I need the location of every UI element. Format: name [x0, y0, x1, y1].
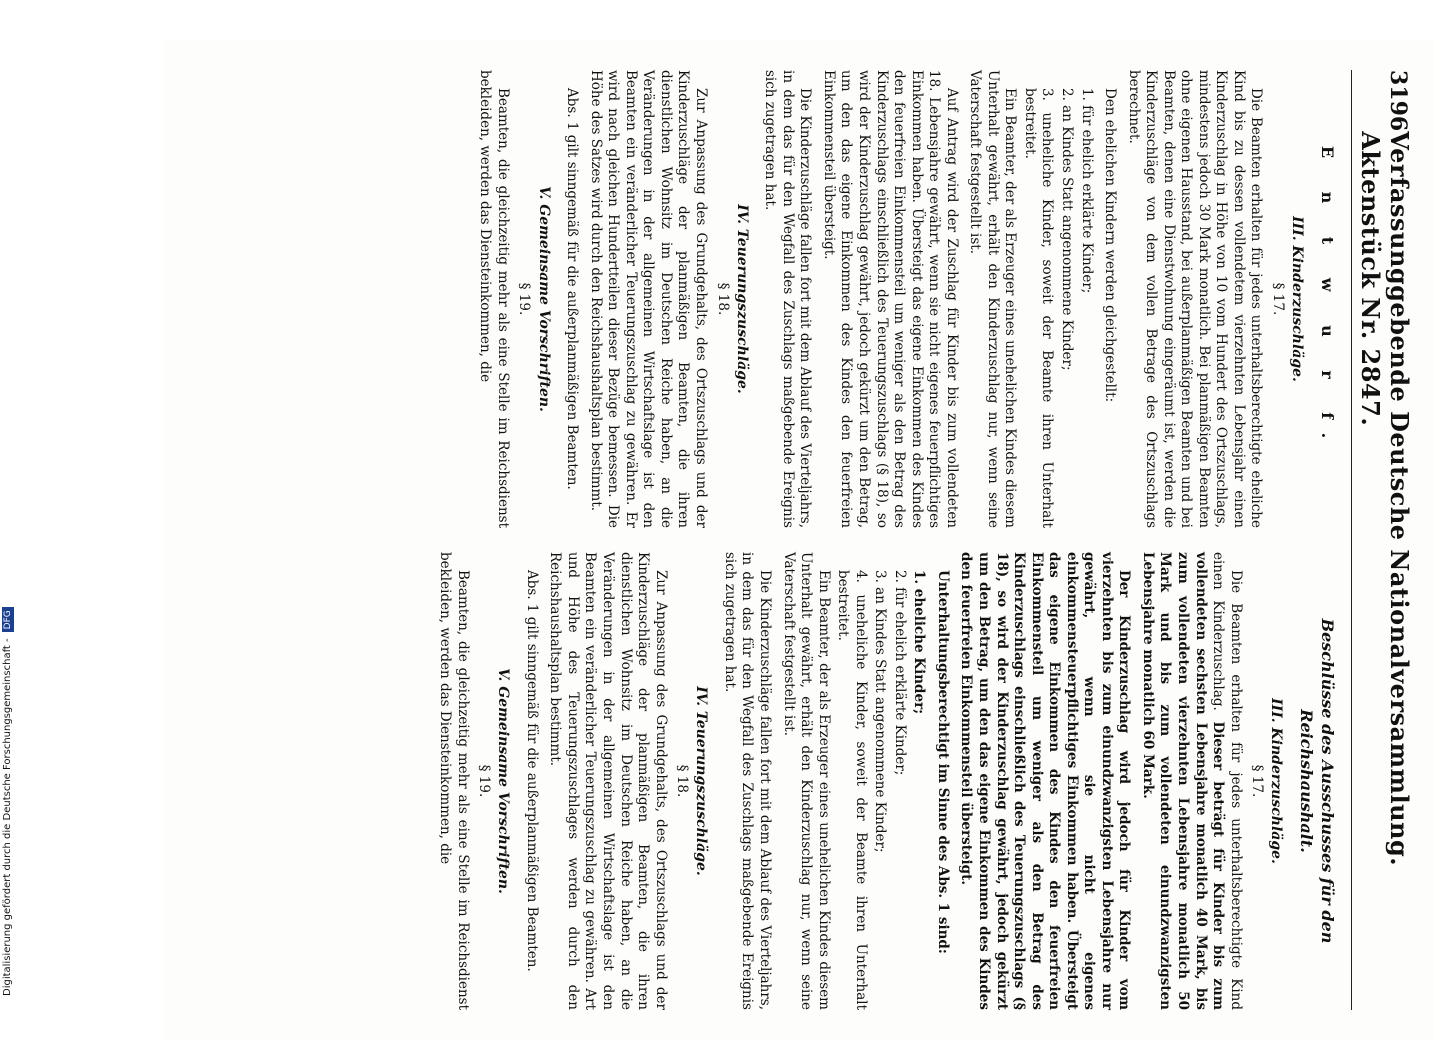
page-header [1351, 70, 1414, 1010]
paragraph-number: § 19. [516, 282, 533, 316]
section-heading: V. Gemeinsame Vorschriften. [495, 668, 512, 894]
paragraph-text-bold: Unterhaltungsberechtigt im Sinne des Abs. 1 sind: [934, 570, 951, 954]
paragraph-text: Beamten, die gleichzeitig mehr als eine Stelle im Reichsdienst bekleiden, werden das Diensteinkommen, die [436, 552, 471, 1010]
dfg-logo: DFG [2, 607, 14, 632]
paragraph-text [1138, 552, 1243, 1010]
paragraph-text: Zur Anpassung des Grundgehalts, des Ortszuschlags und der Kinderzuschläge der planmäßigen Beamten, die ihren dienstlichen Wohnsitz im Deutschen Reiche haben, an die Veränderungen in der allgemeinen Wirtschaftslage ist den Beamten ein veränderlicher Teuerungszuschlag zu gewähren. Art und Höhe des Teuerungszuschlages werden durch den Reichshaushaltsplan bestimmt. [547, 552, 669, 1010]
paragraph-text: Ein Beamter, der als Erzeuger eines unehelichen Kindes diesem Unterhalt gewährt, erhält den Kinderzuschlag nur, wenn seine Vaterschaft festgestellt ist. [780, 552, 832, 1010]
list-item: 2. für ehelich erklärte Kinder; [891, 570, 908, 776]
paragraph-text: Auf Antrag wird der Zuschlag für Kinder bis zum vollendeten 18. Lebensjahre gewährt, wenn sie nicht eigenes feuerpflichtiges Einkommen haben. Übersteigt das eigene Einkommen des Kindes den feuerfreien Einkommensteil um weniger als den Betrag des Kinderzuschlags einschließlich des Teuerungszuschlags (§ 18), so wird der Kinderzuschlag gewährt, jedoch gekürzt um den Betrag, um den das eigene Einkommen des Kindes den feuerfreien Einkommensteil übersteigt. [820, 70, 960, 528]
paragraph-text: Die Kinderzuschläge fallen fort mit dem Ablauf des Vierteljahrs, in dem das für den Wegfall des Zuschlags maßgebende Ereignis sich zugetragen hat. [721, 552, 773, 1010]
paragraph-text-bold: Dieser beträgt für Kinder bis zum vollendeten sechsten Lebensjahre monatlich 40 Mark, bis zum vollendeten vierzehnten Lebensjahre monatlich 50 Mark und bis zum vollendeten einundzwanzigsten Lebensjahre monatlich 60 Mark. [1139, 552, 1227, 1010]
list-item: 3. an Kindes Statt angenommene Kinder; [872, 570, 889, 853]
paragraph-number: § 19. [476, 764, 493, 798]
paragraph-number: § 17. [1270, 282, 1287, 316]
paragraph-text: Abs. 1 gilt sinngemäß für die außerplanmäßigen Beamten. [523, 570, 540, 972]
digitization-note-text: Digitalisierung gefördert durch die Deutsche Forschungsgemeinschaft - [2, 638, 13, 996]
list-item: 2. an Kindes Statt angenommene Kinder; [1059, 88, 1075, 371]
document-page [164, 40, 1434, 1040]
paragraph-text-part: Die Beamten erhalten für jedes unterhaltsberechtigte Kind einen Kinderzuschlag. [1210, 552, 1244, 1010]
paragraph-number: § 18. [714, 282, 731, 316]
paragraph-text: Zur Anpassung des Grundgehalts, des Ortszuschlags und der Kinderzuschläge der planmäßigen Beamten, die ihren dienstlichen Wohnsitz im Deutschen Reiche haben, an die Veränderungen in der allgemeinen Wirtschaftslage ist den Beamten ein veränderlicher Teuerungszuschlag zu gewähren. Er wird nach gleichen Hundertteilen dieser Bezüge bemessen. Die Höhe des Satzes wird durch den Reichshaushaltsplan bestimmt. [587, 70, 709, 528]
list-item: 1. eheliche Kinder; [911, 570, 928, 715]
paragraph-number: § 17. [1249, 764, 1266, 798]
list-item: 4. uneheliche Kinder, soweit der Beamte ihren Unterhalt bestreitet. [835, 570, 869, 1010]
section-heading: IV. Teuerungszuschläge. [733, 204, 750, 394]
page-title: Verfassunggebende Deutsche Nationalversammlung. Aktenstück Nr. 2847. [1356, 131, 1414, 867]
section-heading: III. Kinderzuschläge. [1289, 216, 1306, 382]
section-heading: IV. Teuerungszuschläge. [693, 686, 710, 876]
paragraph-text-bold: Der Kinderzuschlag wird jedoch für Kinder vom vierzehnten bis zum einundzwanzigsten Lebensjahre nur gewährt, wenn sie nicht eigenes einkommensteuerpflichtiges Einkommen haben. Übersteigt das eigene Einkommen des Kindes den feuerfreien Einkommensteil um weniger als den Betrag des Kinderzuschlags einschließlich des Teuerungszuschlags (§ 18), so wird der Kinderzuschlag gewährt, jedoch gekürzt um den Betrag, um den das eigene Einkommen des Kindes den feuerfreien Einkommensteil übersteigt. [958, 552, 1133, 1010]
list-item: 3. uneheliche Kinder, soweit der Beamte ihren Unterhalt bestreitet. [1021, 88, 1056, 528]
right-column-heading: Beschlüsse des Ausschusses für den Reichshaushalt. [1297, 618, 1337, 944]
left-column-heading: E n t w u r f. [1318, 145, 1337, 453]
list-item: 1. für ehelich erklärte Kinder; [1078, 88, 1095, 294]
paragraph-text: Ein Beamter, der als Erzeuger eines unehelichen Kindes diesem Unterhalt gewährt, erhält den Kinderzuschlag nur, wenn seine Vaterschaft festgestellt ist. [967, 70, 1019, 528]
digitization-note [2, 607, 14, 996]
paragraph-number: § 18. [674, 764, 691, 798]
paragraph-text: Beamten, die gleichzeitig mehr als eine Stelle im Reichsdienst bekleiden, werden das Diensteinkommen, die [477, 70, 511, 528]
paragraph-text: Den ehelichen Kindern werden gleichgestellt: [1102, 88, 1119, 403]
paragraph-text: Die Kinderzuschläge fallen fort mit dem Ablauf des Vierteljahrs, in dem das für den Wegfall des Zuschlags maßgebende Ereignis sich zugetragen hat. [762, 70, 814, 528]
right-column [429, 552, 1337, 1010]
page-number: 3196 [1385, 70, 1411, 132]
paragraph-text: Die Beamten erhalten für jedes unterhaltsberechtigte eheliche Kind bis zu dessen vollendetem vierzehnten Lebensjahr einen Kinderzuschlag in Höhe von 10 vom Hundert des Ortszuschlags, mindestens jedoch 30 Mark monatlich. Bei planmäßigen Beamten ohne eigenen Hausstand, bei außerplanmäßigen Beamten und bei Beamten, denen eine Dienstwohnung eingeräumt ist, werden die Kinderzuschläge von dem vollen Betrage des Ortszuschlags berechnet. [1125, 70, 1265, 528]
section-heading: III. Kinderzuschläge. [1268, 698, 1285, 864]
section-heading: V. Gemeinsame Vorschriften. [535, 186, 552, 412]
left-column [429, 70, 1337, 528]
paragraph-text: Abs. 1 gilt sinngemäß für die außerplanmäßigen Beamten. [564, 88, 581, 490]
